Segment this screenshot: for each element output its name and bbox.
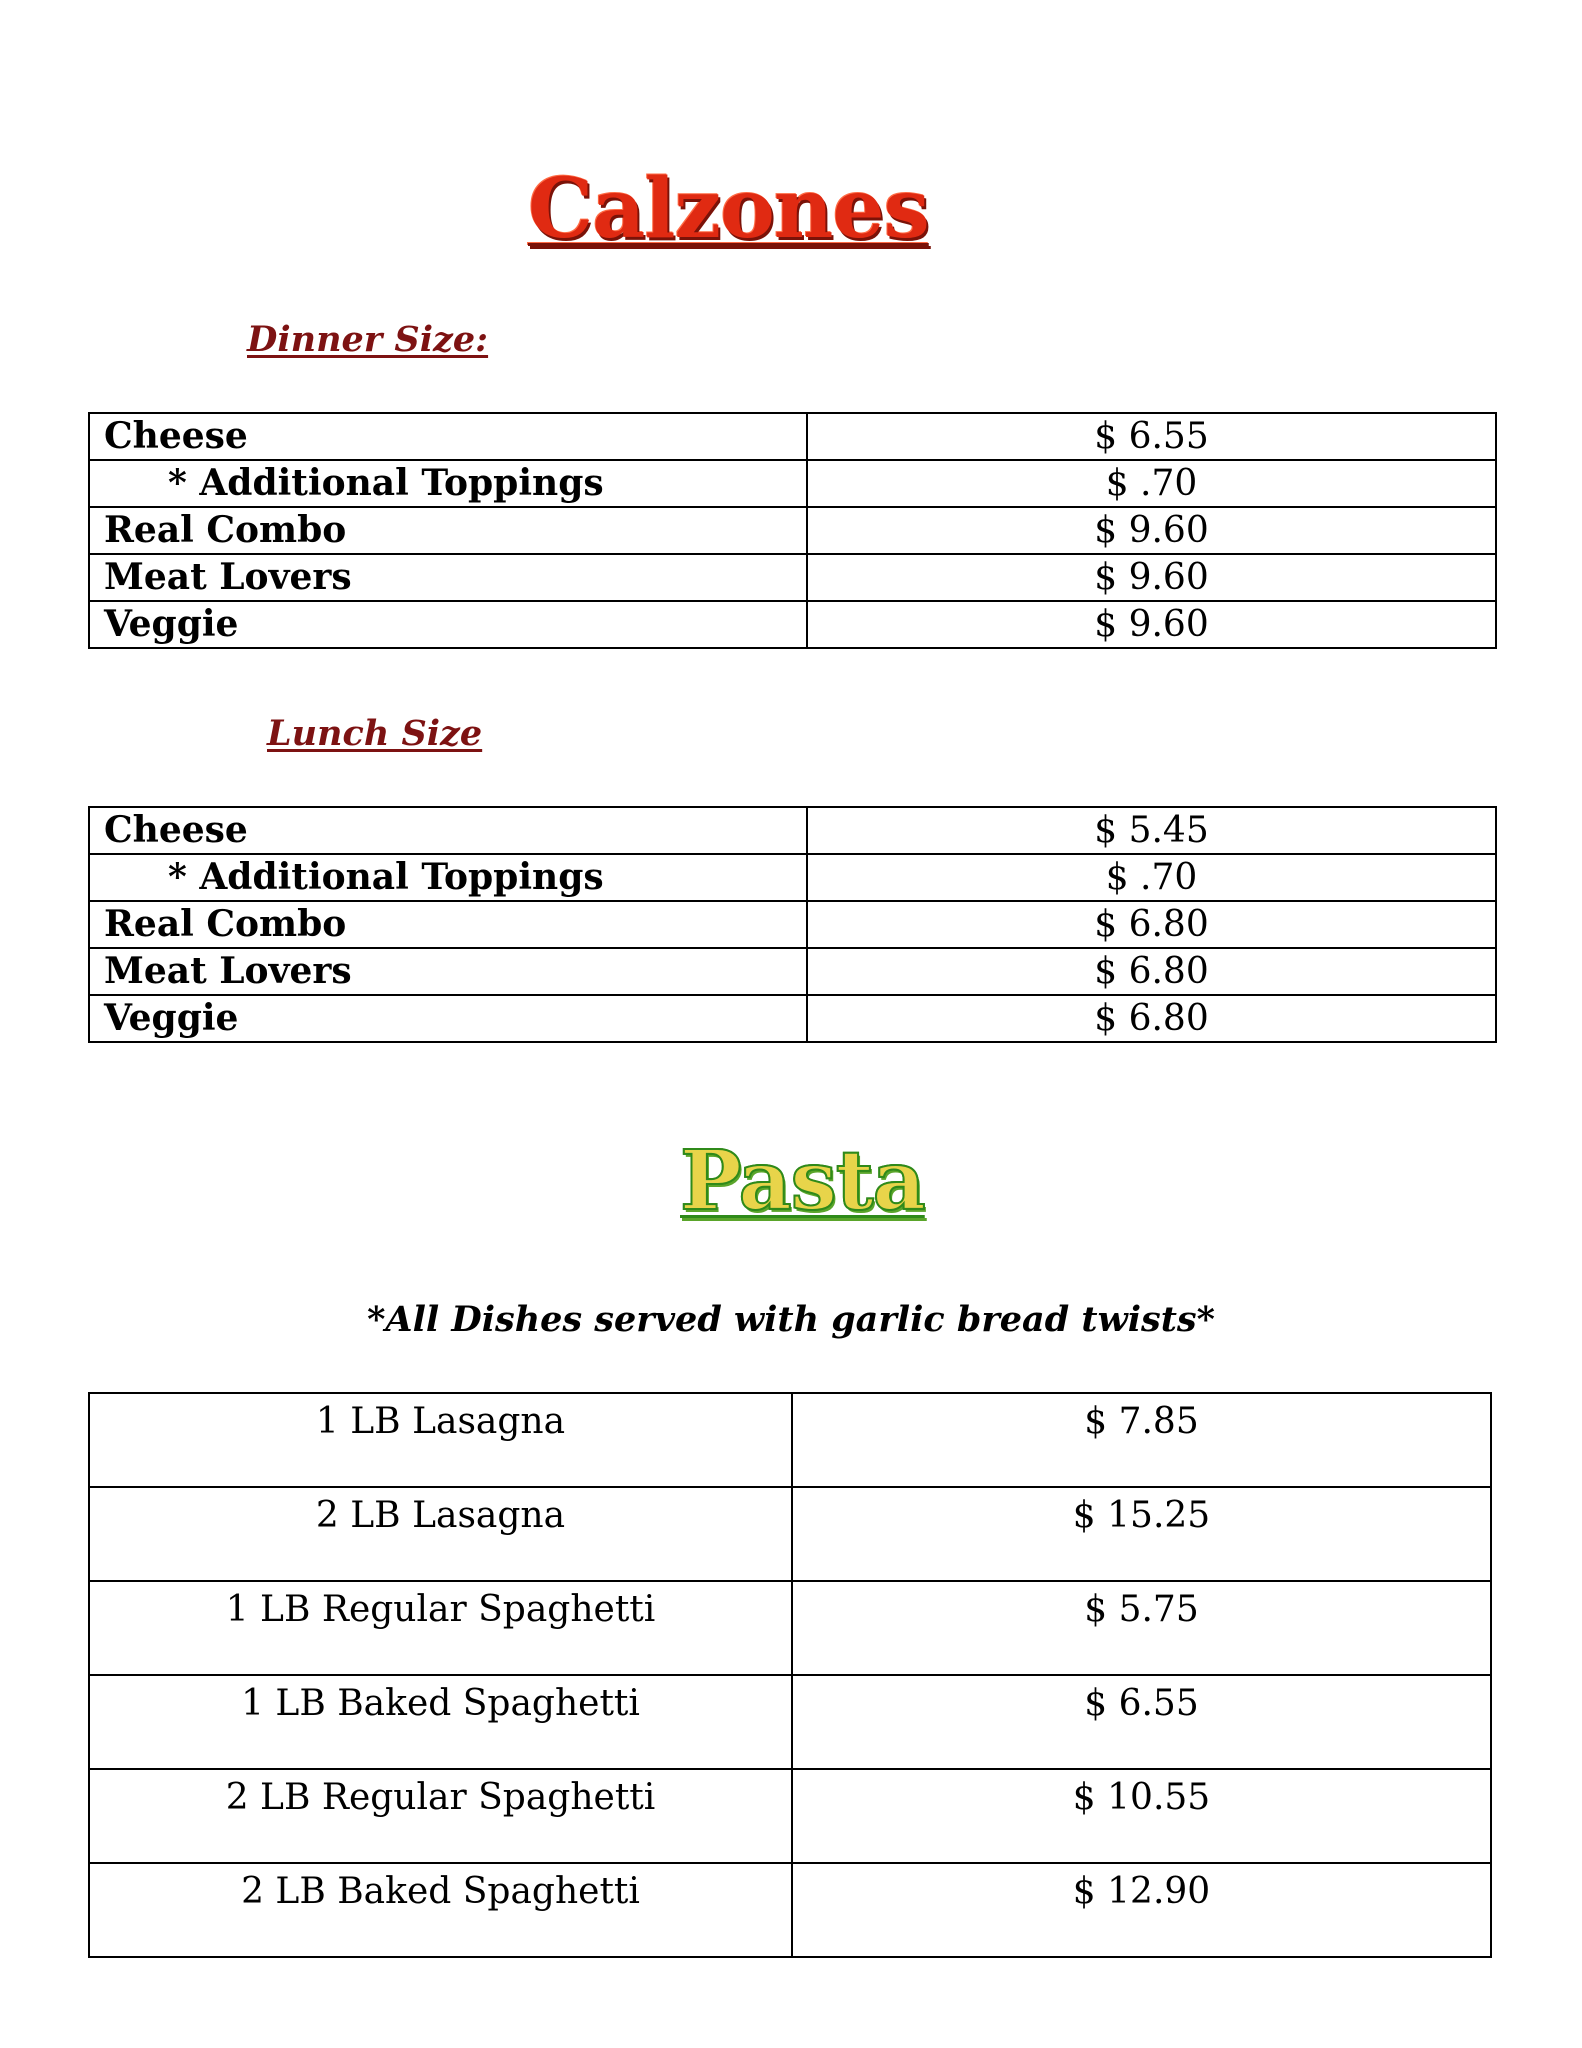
table-row — [89, 995, 1496, 1042]
menu-item-name: Meat Lovers — [89, 948, 807, 995]
menu-item-name: * Additional Toppings — [89, 854, 807, 901]
table-row — [89, 854, 1496, 901]
menu-item-name: 2 LB Regular Spaghetti — [89, 1769, 792, 1863]
menu-item-name: 2 LB Baked Spaghetti — [89, 1863, 792, 1957]
menu-item-price: $ 5.45 — [807, 807, 1496, 854]
table-row — [89, 460, 1496, 507]
menu-item-price: $ .70 — [807, 854, 1496, 901]
menu-item-name: * Additional Toppings — [89, 460, 807, 507]
dinner-size-heading: Dinner Size: — [247, 319, 489, 360]
table-row — [89, 507, 1496, 554]
pasta-price-table — [88, 1392, 1492, 1958]
menu-item-name: 1 LB Lasagna — [89, 1393, 792, 1487]
table-row — [89, 1581, 1491, 1675]
menu-item-price: $ 6.55 — [807, 413, 1496, 460]
table-row — [89, 413, 1496, 460]
table-row — [89, 1675, 1491, 1769]
table-row — [89, 901, 1496, 948]
menu-item-name: 1 LB Baked Spaghetti — [89, 1675, 792, 1769]
menu-item-price: $ 10.55 — [792, 1769, 1491, 1863]
menu-item-name: 2 LB Lasagna — [89, 1487, 792, 1581]
menu-item-price: $ 6.80 — [807, 995, 1496, 1042]
table-row — [89, 554, 1496, 601]
table-row — [89, 1487, 1491, 1581]
table-row — [89, 948, 1496, 995]
table-row — [89, 601, 1496, 648]
lunch-size-price-table — [88, 806, 1497, 1043]
pasta-note: *All Dishes served with garlic bread twists* — [367, 1299, 1215, 1340]
table-row — [89, 1863, 1491, 1957]
table-row — [89, 1769, 1491, 1863]
menu-item-name: Meat Lovers — [89, 554, 807, 601]
menu-item-price: $ 9.60 — [807, 554, 1496, 601]
menu-item-name: 1 LB Regular Spaghetti — [89, 1581, 792, 1675]
menu-item-price: $ 6.55 — [792, 1675, 1491, 1769]
lunch-size-heading: Lunch Size — [267, 713, 483, 754]
menu-item-name: Veggie — [89, 601, 807, 648]
table-row — [89, 1393, 1491, 1487]
pasta-title: Pasta — [680, 1133, 925, 1229]
menu-item-price: $ 6.80 — [807, 901, 1496, 948]
menu-item-price: $ 7.85 — [792, 1393, 1491, 1487]
menu-item-price: $ .70 — [807, 460, 1496, 507]
dinner-size-price-table — [88, 412, 1497, 649]
table-row — [89, 807, 1496, 854]
menu-item-price: $ 9.60 — [807, 507, 1496, 554]
menu-item-name: Cheese — [89, 413, 807, 460]
menu-item-price: $ 15.25 — [792, 1487, 1491, 1581]
menu-item-price: $ 12.90 — [792, 1863, 1491, 1957]
menu-item-name: Cheese — [89, 807, 807, 854]
menu-item-name: Real Combo — [89, 507, 807, 554]
menu-item-price: $ 5.75 — [792, 1581, 1491, 1675]
menu-item-price: $ 6.80 — [807, 948, 1496, 995]
menu-item-name: Real Combo — [89, 901, 807, 948]
calzones-title: Calzones — [528, 161, 929, 257]
menu-item-name: Veggie — [89, 995, 807, 1042]
menu-item-price: $ 9.60 — [807, 601, 1496, 648]
